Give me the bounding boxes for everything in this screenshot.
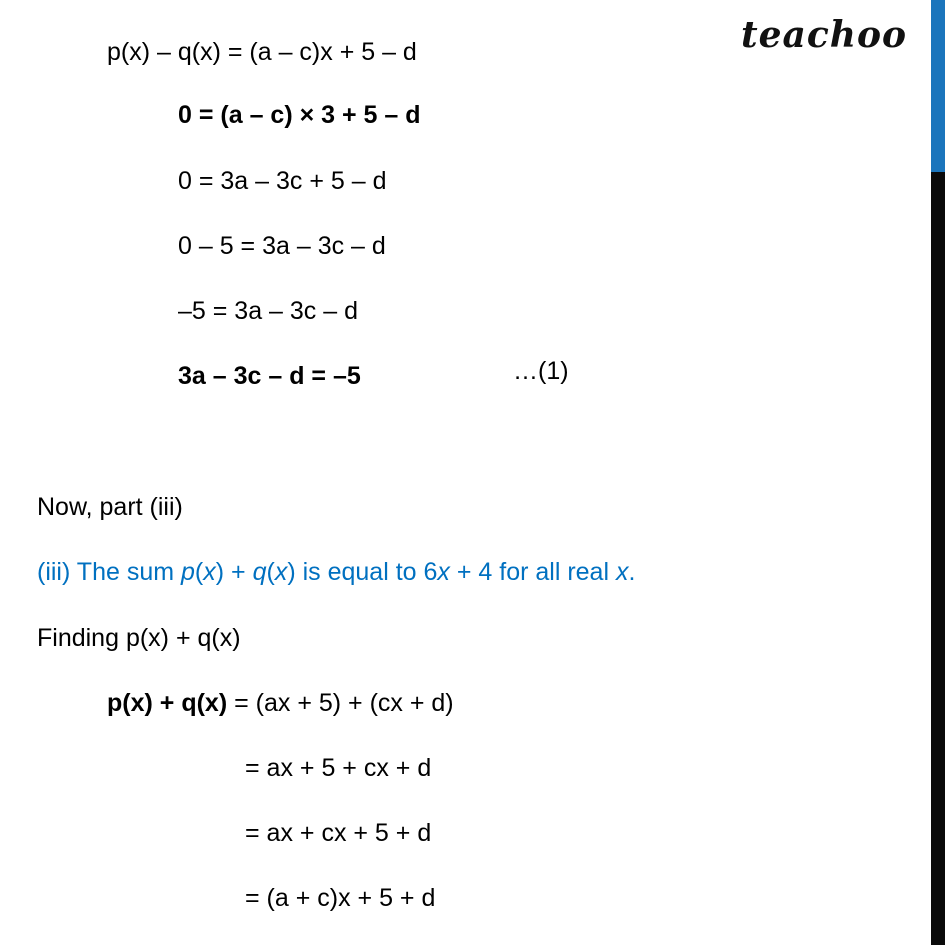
- sum-rhs: = (ax + 5) + (cx + d): [227, 689, 454, 717]
- equation-move-constant: 0 – 5 = 3a – 3c – d: [178, 232, 386, 260]
- equation-sum-factor: = (a + c)x + 5 + d: [245, 884, 436, 912]
- part-iii-statement: (iii) The sum p(x) + q(x) is equal to 6x + 4 for all real x.: [37, 558, 636, 586]
- statement-middle: ) is equal to 6: [287, 558, 438, 586]
- equation-substitute-3: 0 = (a – c) × 3 + 5 – d: [178, 101, 421, 129]
- equation-simplify: –5 = 3a – 3c – d: [178, 297, 359, 325]
- var-q: q: [252, 558, 267, 586]
- equation-sum-rearrange: = ax + cx + 5 + d: [245, 819, 432, 847]
- statement-start: (iii) The sum: [37, 558, 182, 586]
- part-iii-heading: Now, part (iii): [37, 493, 183, 521]
- equation-expand: 0 = 3a – 3c + 5 – d: [178, 167, 387, 195]
- var-x: x: [437, 558, 450, 586]
- sum-lhs: p(x) + q(x): [107, 689, 228, 717]
- sidebar-accent: [931, 0, 945, 172]
- equation-1-reference: …(1): [513, 357, 569, 385]
- equation-sum-expand: = ax + 5 + cx + d: [245, 754, 432, 782]
- statement-end: + 4 for all real: [449, 558, 616, 586]
- var-x: x: [203, 558, 216, 586]
- var-p: p: [181, 558, 195, 586]
- statement-plus: ) +: [215, 558, 253, 586]
- finding-sum-label: Finding p(x) + q(x): [37, 624, 241, 652]
- slide-sidebar: [931, 0, 945, 945]
- var-x: x: [615, 558, 629, 586]
- equation-1: 3a – 3c – d = –5: [178, 362, 361, 390]
- teachoo-logo: teachoo: [741, 14, 907, 56]
- equation-sum: [107, 688, 454, 718]
- equation-difference: p(x) – q(x) = (a – c)x + 5 – d: [107, 38, 417, 66]
- var-x: x: [274, 558, 288, 586]
